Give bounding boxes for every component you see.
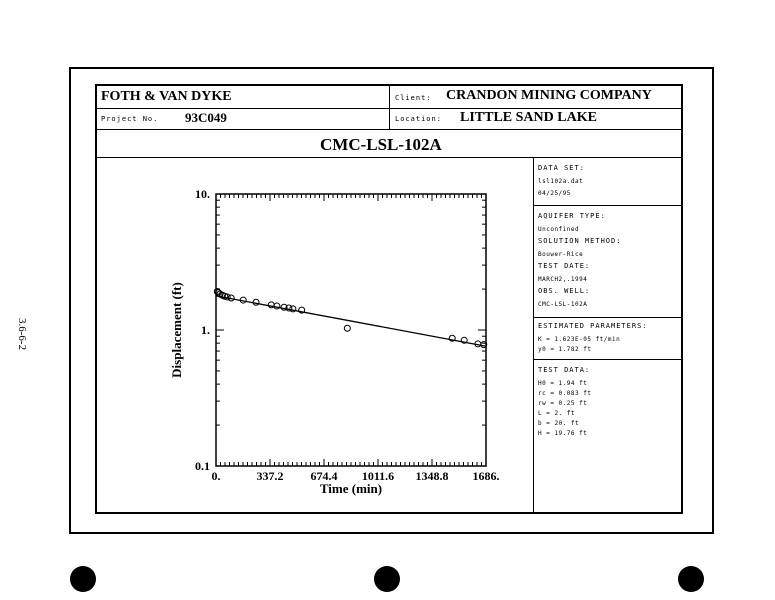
data-set-label: DATA SET:: [538, 164, 585, 172]
solution-method-label: SOLUTION METHOD:: [538, 237, 622, 245]
header-divider-3: [95, 157, 683, 158]
x-tick-label: 674.4: [310, 469, 338, 483]
location-label: Location:: [395, 115, 442, 123]
param-y0: y0 = 1.782 ft: [538, 346, 592, 353]
param-k: K = 1.623E-05 ft/min: [538, 336, 621, 343]
y-tick-label: 1.: [201, 323, 210, 337]
test-rc: rc = 0.083 ft: [538, 390, 592, 397]
y-tick-label: 10.: [195, 187, 210, 201]
test-date-label: TEST DATE:: [538, 262, 591, 270]
panel-divider-1: [533, 205, 683, 206]
aquifer-type-value: Unconfined: [538, 226, 580, 233]
data-set-date: 04/25/95: [538, 190, 571, 197]
test-data-label: TEST DATA:: [538, 366, 591, 374]
binder-hole-middle: [374, 566, 400, 592]
data-set-file: lsl102a.dat: [538, 178, 584, 185]
test-rw: rw = 0.25 ft: [538, 400, 588, 407]
client-label: Client:: [395, 94, 432, 102]
test-L: L = 2. ft: [538, 410, 576, 417]
x-tick-label: 0.: [211, 469, 221, 483]
project-value: 93C049: [185, 110, 227, 125]
x-axis-label: Time (min): [319, 481, 383, 496]
obs-well-value: CMC-LSL-102A: [538, 301, 588, 308]
y-tick-label: 0.1: [195, 459, 210, 473]
obs-well-label: OBS. WELL:: [538, 287, 591, 295]
test-h0: H0 = 1.94 ft: [538, 380, 588, 387]
page-side-number: 3.6-6-2: [16, 318, 28, 351]
aquifer-type-label: AQUIFER TYPE:: [538, 212, 606, 220]
panel-divider-2: [533, 317, 683, 318]
test-b: b = 20. ft: [538, 420, 580, 427]
panel-divider-3: [533, 359, 683, 360]
header-divider-2: [95, 129, 683, 130]
test-H: H = 19.76 ft: [538, 430, 588, 437]
client-value: CRANDON MINING COMPANY: [446, 88, 652, 103]
x-tick-label: 1011.6: [361, 469, 395, 483]
x-tick-label: 1348.8: [415, 469, 449, 483]
solution-method-value: Bouwer-Rice: [538, 251, 584, 258]
project-label: Project No.: [101, 115, 159, 123]
y-axis-label: Displacement (ft): [169, 282, 184, 378]
header-vertical-divider: [389, 84, 390, 129]
test-date-value: MARCH2,.1994: [538, 276, 588, 283]
est-params-label: ESTIMATED PARAMETERS:: [538, 322, 648, 330]
company-name: FOTH & VAN DYKE: [101, 89, 232, 104]
test-title: CMC-LSL-102A: [320, 135, 442, 154]
binder-hole-right: [678, 566, 704, 592]
location-value: LITTLE SAND LAKE: [460, 110, 597, 125]
side-panel-divider: [533, 157, 534, 514]
x-tick-label: 337.2: [256, 469, 284, 483]
binder-hole-left: [70, 566, 96, 592]
x-tick-label: 1686.: [472, 469, 500, 483]
